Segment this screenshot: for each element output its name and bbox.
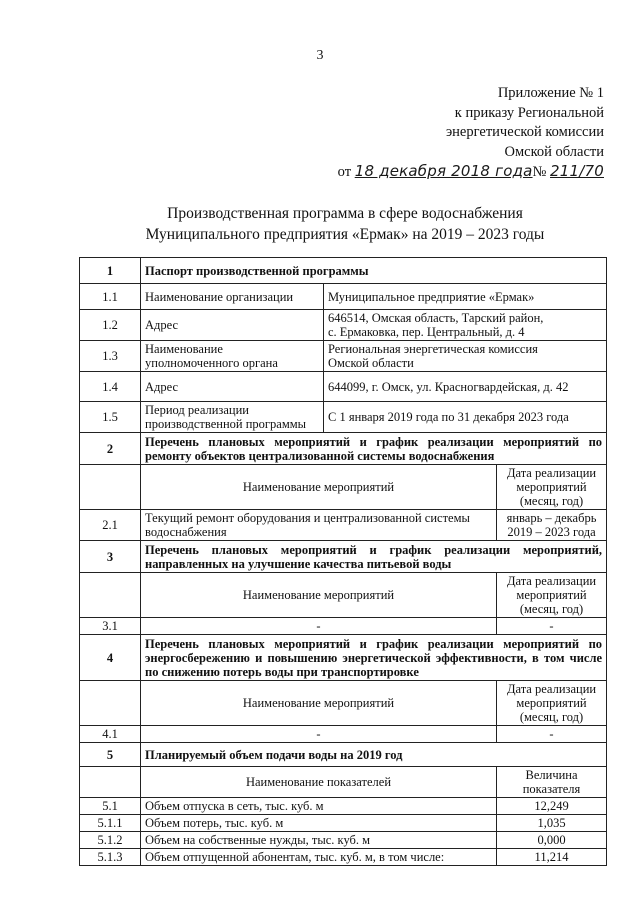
- section-header: Планируемый объем подачи воды на 2019 год: [141, 743, 607, 767]
- event-name: -: [141, 726, 497, 743]
- row-value: Муниципальное предприятие «Ермак»: [324, 284, 607, 310]
- section-number: 5: [80, 743, 141, 767]
- table-row: [80, 372, 607, 402]
- table-row: [80, 310, 607, 341]
- row-value: 644099, г. Омск, ул. Красногвардейская, д. 42: [324, 372, 607, 402]
- table-row: [80, 815, 607, 832]
- indicator-name: Объем потерь, тыс. куб. м: [141, 815, 497, 832]
- event-date: -: [497, 726, 607, 743]
- handwritten-date: 18 декабря 2018 года: [354, 162, 533, 180]
- section-number: 2: [80, 433, 141, 465]
- row-number: 2.1: [80, 510, 141, 541]
- table-row: [80, 743, 607, 767]
- row-number: 1.1: [80, 284, 141, 310]
- column-header: Дата реализации мероприятий (месяц, год): [497, 681, 607, 726]
- table-row: [80, 541, 607, 573]
- section-number: 1: [80, 258, 141, 284]
- order-date-line: [338, 162, 604, 183]
- handwritten-number: 211/70: [550, 162, 604, 180]
- column-header: Наименование мероприятий: [141, 573, 497, 618]
- label-line: уполномоченного органа: [145, 356, 278, 370]
- table-row: [80, 402, 607, 433]
- label-line: Период реализации: [145, 403, 249, 417]
- empty-cell: [80, 465, 141, 510]
- value-line: с. Ермаковка, пер. Центральный, д. 4: [328, 325, 525, 339]
- row-number: 1.5: [80, 402, 141, 433]
- from-label: от: [337, 164, 352, 180]
- table-row: [80, 341, 607, 372]
- table-row: [80, 284, 607, 310]
- table-row: [80, 510, 607, 541]
- row-number: 4.1: [80, 726, 141, 743]
- row-number: 5.1: [80, 798, 141, 815]
- section-header: Перечень плановых мероприятий и график реализации мероприятий по энергосбережению и повышению энергетической эффективности, в том числе по снижению потерь воды при транспортировке: [141, 635, 607, 681]
- value-line: Омской области: [328, 356, 414, 370]
- table-row: [80, 465, 607, 510]
- value-line: Региональная энергетическая комиссия: [328, 342, 538, 356]
- indicator-value: 11,214: [497, 849, 607, 866]
- appendix-line-2: к приказу Региональной: [454, 104, 604, 121]
- row-value: [324, 310, 607, 341]
- document-title: [0, 203, 640, 245]
- table-row: [80, 798, 607, 815]
- section-number: 4: [80, 635, 141, 681]
- row-label: Наименование организации: [141, 284, 324, 310]
- event-date: -: [497, 618, 607, 635]
- label-line: Наименование: [145, 342, 223, 356]
- event-name: -: [141, 618, 497, 635]
- table-row: [80, 726, 607, 743]
- indicator-name: Объем отпущенной абонентам, тыс. куб. м, в том числе:: [141, 849, 497, 866]
- row-number: 1.2: [80, 310, 141, 341]
- table-row: [80, 635, 607, 681]
- table-row: [80, 832, 607, 849]
- number-label: №: [532, 164, 547, 180]
- row-value: С 1 января 2019 года по 31 декабря 2023 года: [324, 402, 607, 433]
- indicator-name: Объем отпуска в сеть, тыс. куб. м: [141, 798, 497, 815]
- table-row: [80, 767, 607, 798]
- label-line: производственной программы: [145, 417, 307, 431]
- page-number: 3: [316, 48, 324, 63]
- table-row: [80, 849, 607, 866]
- empty-cell: [80, 681, 141, 726]
- table-row: [80, 433, 607, 465]
- appendix-line-3: энергетической комиссии: [445, 124, 604, 140]
- row-number: 5.1.1: [80, 815, 141, 832]
- empty-cell: [80, 573, 141, 618]
- column-header: Наименование показателей: [141, 767, 497, 798]
- section-header: Перечень плановых мероприятий и график реализации мероприятий, направленных на улучшение качества питьевой воды: [141, 541, 607, 573]
- event-name: Текущий ремонт оборудования и централизованной системы водоснабжения: [141, 510, 497, 541]
- table-row: [80, 258, 607, 284]
- row-number: 5.1.2: [80, 832, 141, 849]
- column-header: Наименование мероприятий: [141, 681, 497, 726]
- column-header: Величина показателя: [497, 767, 607, 798]
- appendix-line-4: Омской области: [504, 143, 604, 160]
- column-header: Дата реализации мероприятий (месяц, год): [497, 573, 607, 618]
- column-header: Наименование мероприятий: [141, 465, 497, 510]
- section-header: Паспорт производственной программы: [141, 258, 607, 284]
- row-label: Адрес: [141, 372, 324, 402]
- indicator-name: Объем на собственные нужды, тыс. куб. м: [141, 832, 497, 849]
- program-table: [79, 257, 607, 866]
- row-number: 1.4: [80, 372, 141, 402]
- row-number: 3.1: [80, 618, 141, 635]
- event-date: январь – декабрь 2019 – 2023 года: [497, 510, 607, 541]
- row-label: Адрес: [141, 310, 324, 341]
- title-line-2: Муниципального предприятия «Ермак» на 2019 – 2023 годы: [145, 226, 545, 243]
- indicator-value: 12,249: [497, 798, 607, 815]
- row-label: [141, 402, 324, 433]
- indicator-value: 1,035: [497, 815, 607, 832]
- row-value: [324, 341, 607, 372]
- empty-cell: [80, 767, 141, 798]
- table-row: [80, 681, 607, 726]
- section-number: 3: [80, 541, 141, 573]
- title-line-1: Производственная программа в сфере водоснабжения: [167, 205, 523, 222]
- table-row: [80, 618, 607, 635]
- appendix-line-1: Приложение № 1: [497, 85, 604, 101]
- row-number: 5.1.3: [80, 849, 141, 866]
- section-header: Перечень плановых мероприятий и график реализации мероприятий по ремонту объектов централизованной системы водоснабжения: [141, 433, 607, 465]
- row-label: [141, 341, 324, 372]
- indicator-value: 0,000: [497, 832, 607, 849]
- row-number: 1.3: [80, 341, 141, 372]
- table-row: [80, 573, 607, 618]
- column-header: Дата реализации мероприятий (месяц, год): [497, 465, 607, 510]
- value-line: 646514, Омская область, Тарский район,: [328, 311, 544, 325]
- appendix-block: [338, 84, 604, 183]
